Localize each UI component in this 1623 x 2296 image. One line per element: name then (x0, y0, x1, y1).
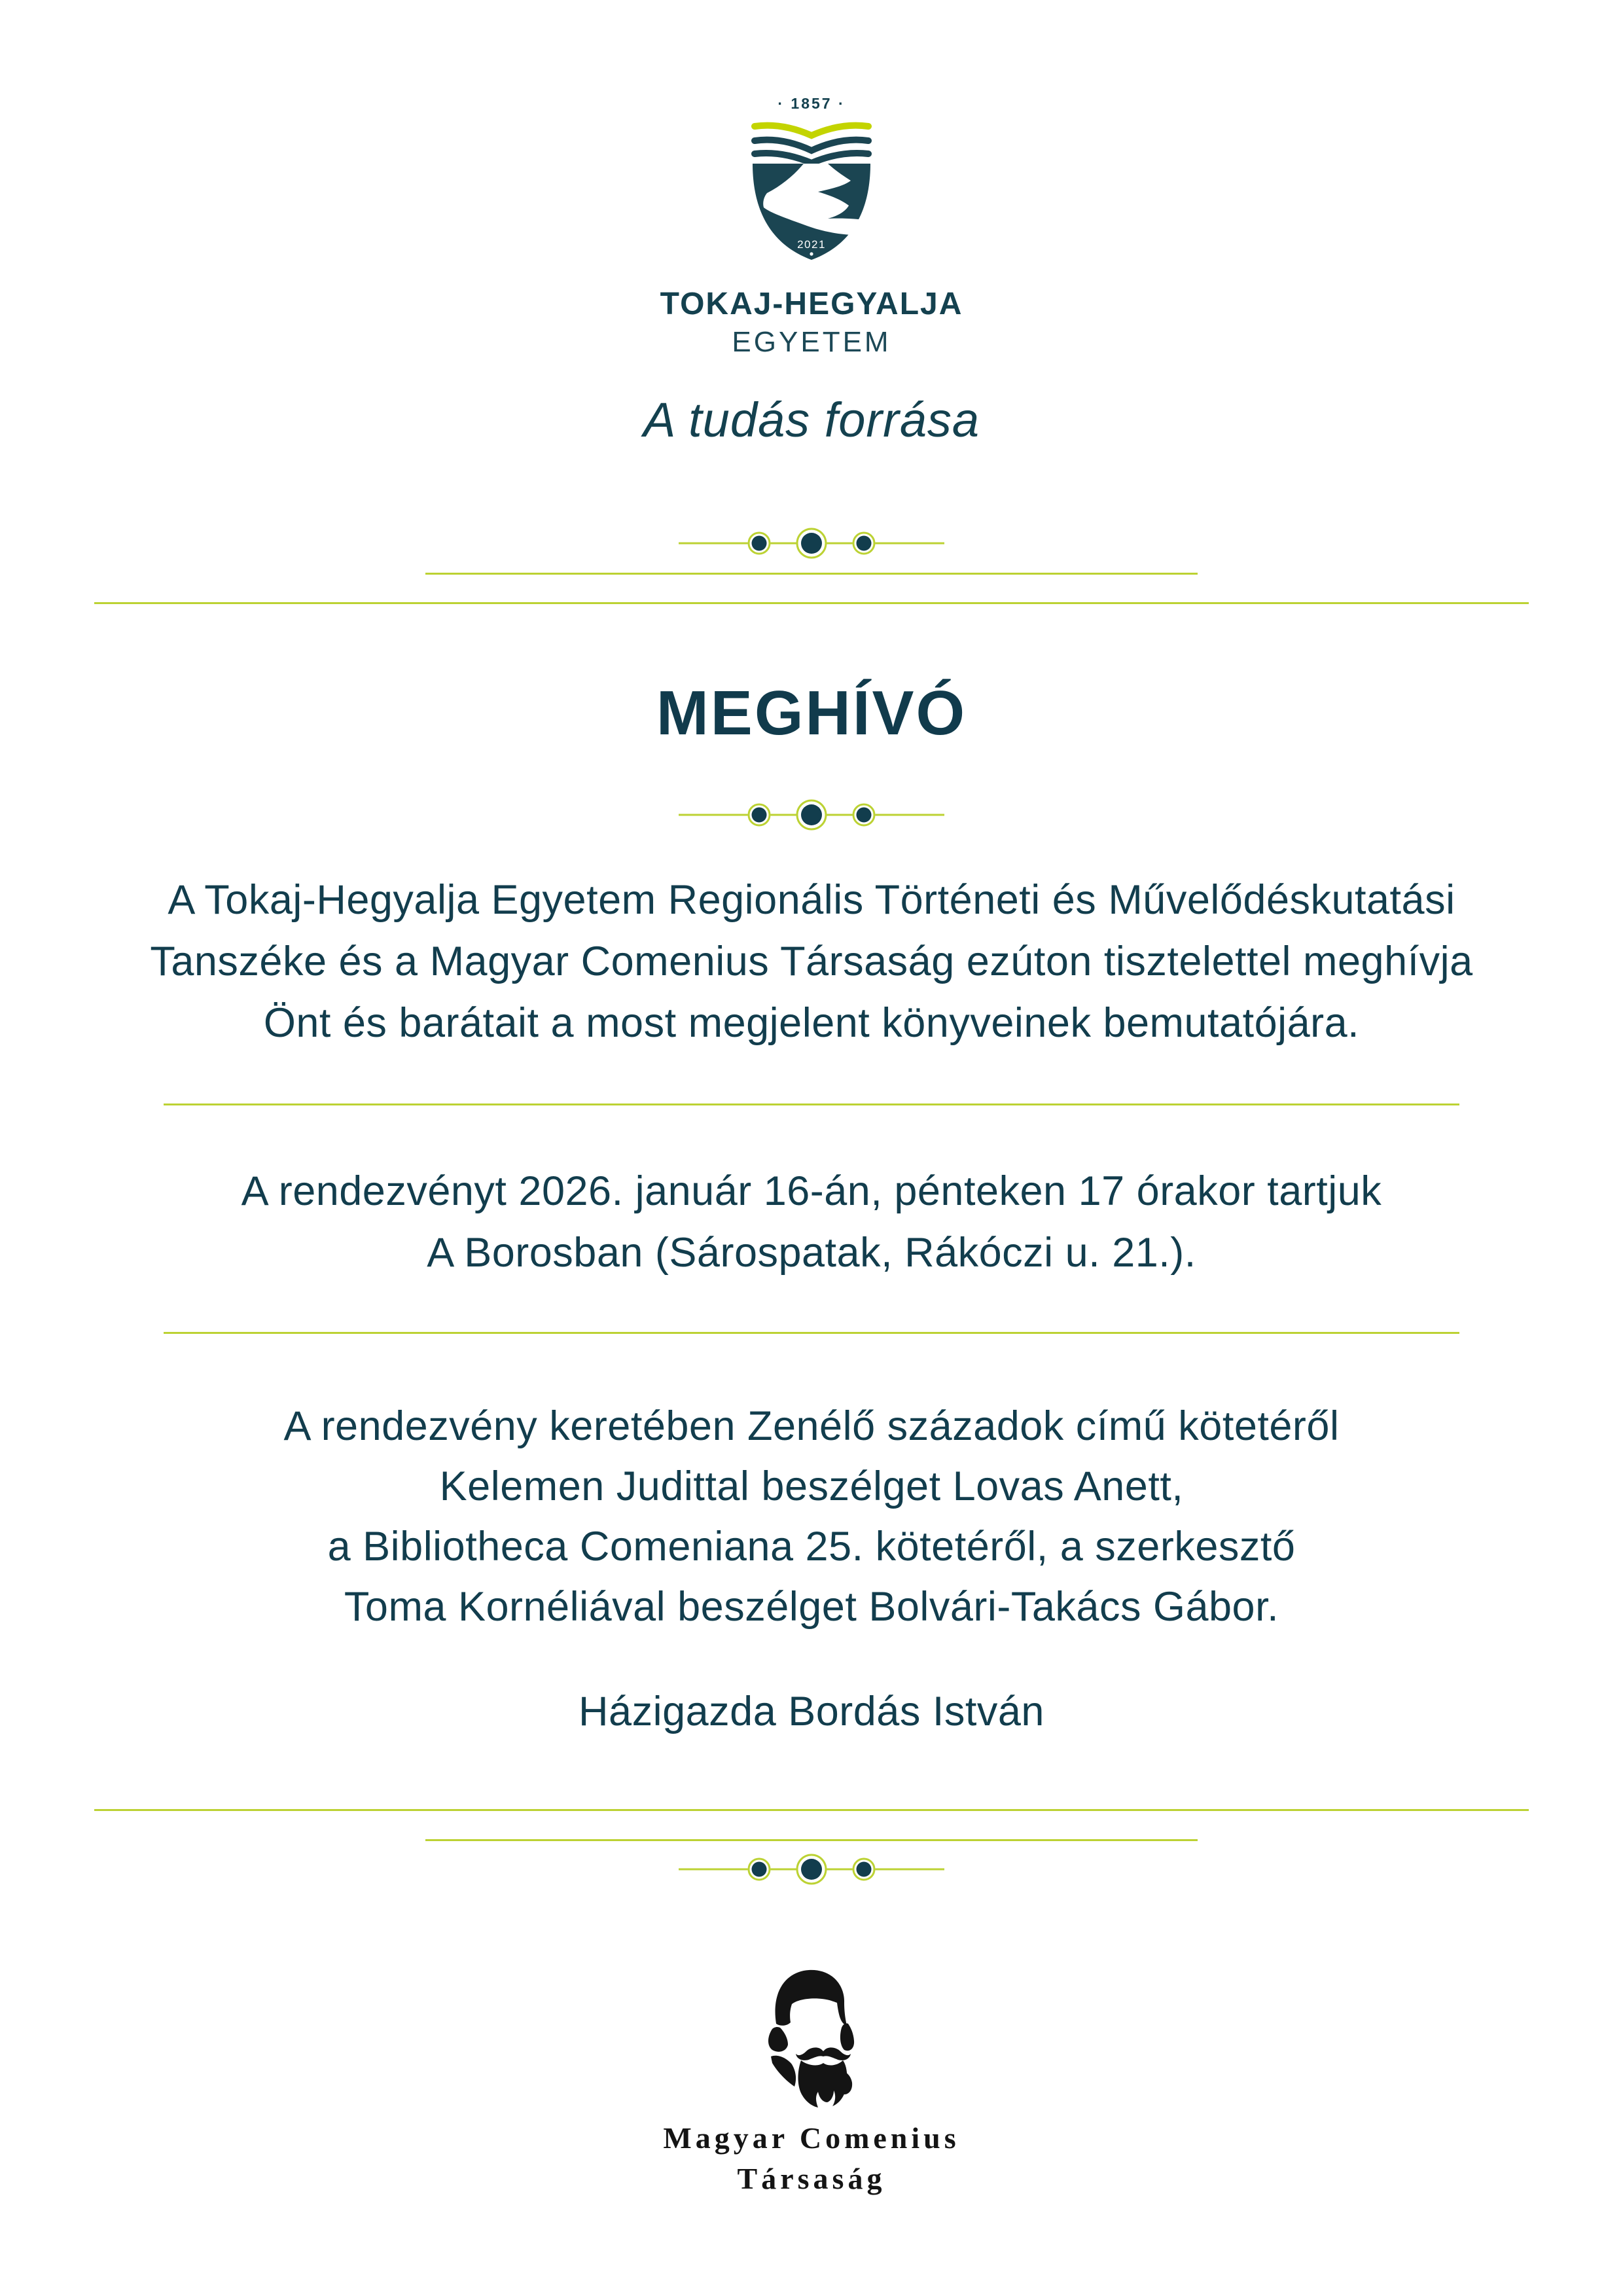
portrait-collar-left (771, 2056, 796, 2087)
event-line-2: A Borosban (Sárospatak, Rákóczi u. 21.). (427, 1230, 1196, 1276)
portrait-mustache (796, 2047, 851, 2060)
invitation-title: MEGHÍVÓ (656, 678, 967, 748)
ornament-divider-title (677, 799, 946, 831)
program-line-3: a Bibliotheca Comeniana 25. kötetéről, a szerkesztő (327, 1524, 1296, 1570)
host-line: Házigazda Bordás István (579, 1689, 1044, 1734)
divider-line-medium-top (425, 573, 1198, 575)
portrait-hair (775, 1970, 847, 2026)
shield-dot (810, 252, 813, 255)
ornament-divider-top (677, 528, 946, 559)
divider-line-full-bottom (94, 1809, 1529, 1811)
founding-year-label: · 1857 · (777, 95, 846, 112)
divider-line-event-bottom (164, 1332, 1459, 1334)
program-line-4: Toma Kornéliával beszélget Bolvári-Takács Gábor. (344, 1584, 1279, 1630)
book-arc-teal-2 (755, 153, 868, 163)
book-arc-teal-1 (755, 140, 868, 151)
university-tagline: A tudás forrása (643, 393, 980, 447)
intro-line-1: A Tokaj-Hegyalja Egyetem Regionális Történeti és Művelődéskutatási (168, 877, 1455, 923)
event-details-paragraph (0, 1160, 1623, 1283)
intro-paragraph (0, 869, 1623, 1054)
divider-line-event-top (164, 1103, 1459, 1105)
university-name-line1: TOKAJ-HEGYALJA (660, 287, 963, 321)
program-paragraph (0, 1396, 1623, 1637)
portrait-hair-left (768, 2027, 788, 2052)
program-line-2: Kelemen Judittal beszélget Lovas Anett, (439, 1463, 1184, 1509)
society-name-line1: Magyar Comenius (663, 2121, 960, 2155)
ornament-divider-bottom (677, 1854, 946, 1885)
shield-year-label: 2021 (797, 238, 826, 251)
intro-line-3: Önt és barátait a most megjelent könyveinek bemutatójára. (263, 1000, 1360, 1046)
event-line-1: A rendezvényt 2026. január 16-án, pénteken 17 órakor tartjuk (241, 1168, 1382, 1214)
intro-line-2: Tanszéke és a Magyar Comenius Társaság ezúton tisztelettel meghívja (150, 939, 1473, 984)
comenius-portrait-icon (758, 1964, 889, 2121)
book-arc-lime (755, 126, 868, 135)
university-name-line2: EGYETEM (732, 326, 891, 358)
society-name (0, 2118, 1623, 2199)
divider-line-full-top (94, 602, 1529, 604)
divider-line-medium-bottom (425, 1839, 1198, 1841)
university-crest-icon (749, 120, 874, 270)
portrait-hair-right (840, 2023, 854, 2051)
program-line-1: A rendezvény keretében Zenélő századok című kötetéről (283, 1403, 1340, 1449)
society-name-line2: Társaság (737, 2162, 886, 2195)
